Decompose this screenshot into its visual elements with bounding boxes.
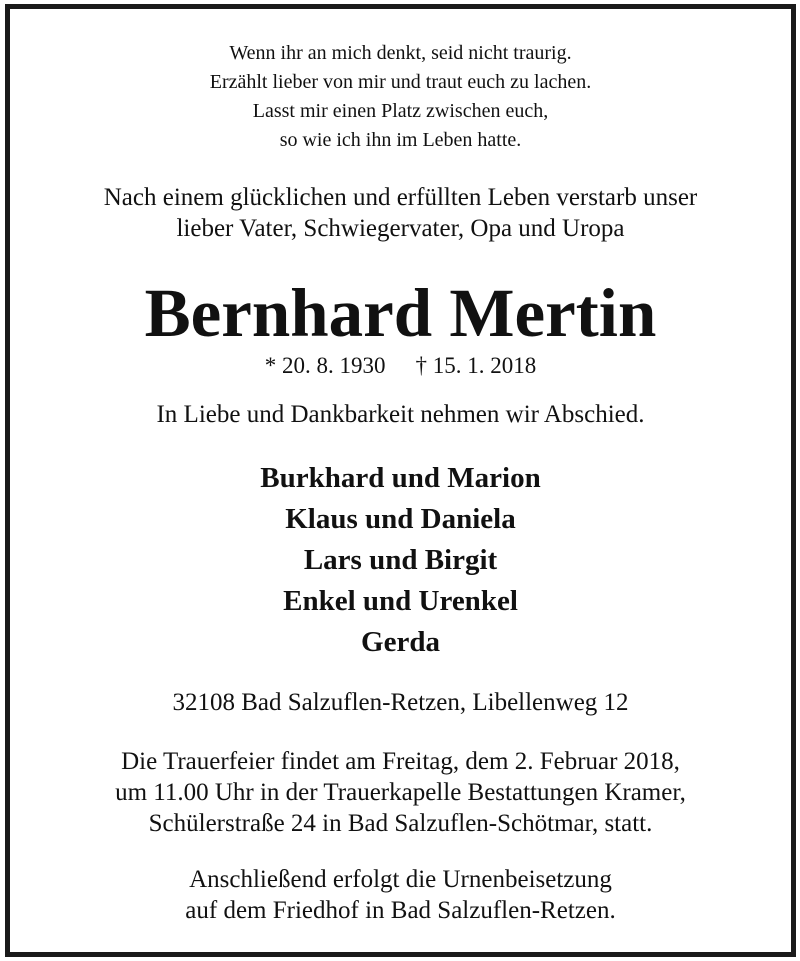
burial-info [10,864,791,926]
burial-line: auf dem Friedhof in Bad Salzuflen-Retzen. [185,897,616,924]
intro-line: lieber Vater, Schwiegervater, Opa und Uropa [176,215,625,242]
mourner-entry: Enkel und Urenkel [283,585,518,617]
mourners-list [10,458,791,663]
poem-line: Wenn ihr an mich denkt, seid nicht traurig. [229,42,572,64]
deceased-name: Bernhard Mertin [144,275,657,351]
ceremony-line: um 11.00 Uhr in der Trauerkapelle Bestattungen Kramer, [115,779,686,806]
family-address: 32108 Bad Salzuflen-Retzen, Libellenweg 12 [172,689,629,716]
obituary-notice [10,9,791,926]
intro-text [10,182,791,244]
mourner-entry: Lars und Birgit [303,544,498,576]
poem-line: so wie ich ihn im Leben hatte. [279,129,522,151]
burial-line: Anschließend erfolgt die Urnenbeisetzung [189,866,612,893]
poem-line: Lasst mir einen Platz zwischen euch, [252,100,549,122]
mourner-entry: Gerda [361,626,440,658]
intro-line: Nach einem glücklichen und erfüllten Leben verstarb unser [103,184,698,211]
poem [10,39,791,155]
ceremony-info [10,746,791,839]
death-date: † 15. 1. 2018 [415,353,537,378]
mourner-entry: Burkhard und Marion [260,462,541,494]
ceremony-line: Schülerstraße 24 in Bad Salzuflen-Schötmar, statt. [148,810,653,837]
ceremony-line: Die Trauerfeier findet am Freitag, dem 2. Februar 2018, [121,748,680,775]
birth-date: * 20. 8. 1930 [264,353,386,378]
mourner-entry: Klaus und Daniela [285,503,516,535]
poem-line: Erzählt lieber von mir und traut euch zu lachen. [209,71,592,93]
life-dates [10,352,791,380]
farewell-text: In Liebe und Dankbarkeit nehmen wir Abschied. [156,401,645,428]
